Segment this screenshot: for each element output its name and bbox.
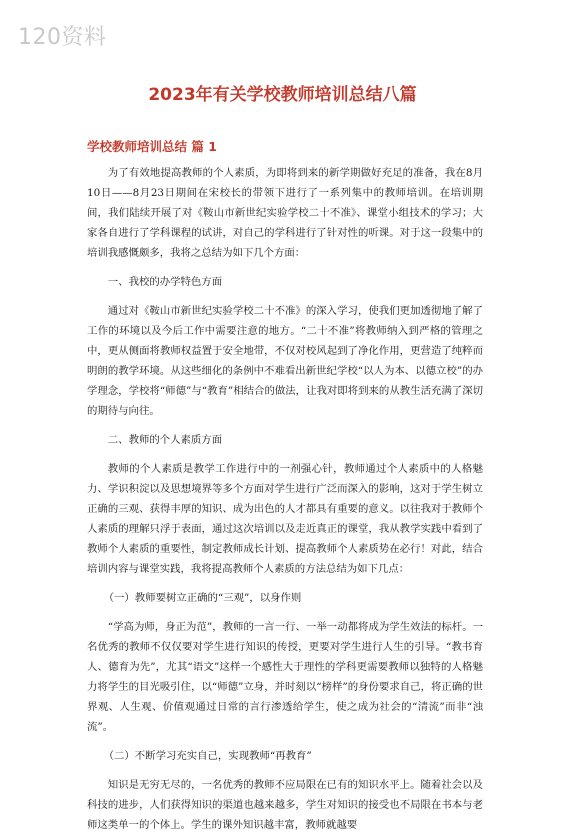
subheading-values: （一）教师要树立正确的“三观”，以身作则 bbox=[103, 592, 302, 604]
paragraph-learning: 知识是无穷无尽的，一名优秀的教师不应局限在已有的知识水平上。随着社会以及科技的进步，人们获得知识的渠道也越来越多，学生对知识的接受也不局限在书本与老师这类单一的个体上。学生的课外知识越丰富，教师就越要 bbox=[87, 779, 483, 831]
paragraph-personal-quality: 教师的个人素质是教学工作进行中的一剂强心针，教师通过个人素质中的人格魅力、学识积淀以及思想境界等多个方面对学生进行广泛而深入的影响，这对于学生树立正确的三观、获得丰厚的知识、成为出色的人才都具有重要的意义。以往我对于教师个人素质的理解只浮于表面，通过这次培训以及走近真正的课堂，我从教学实践中看到了教师个人素质的重要性，制定教师成长计划、提高教师个人素质势在必行！对此，结合培训内容与课堂实践，我将提高教师个人素质的方法总结为如下几点： bbox=[87, 463, 483, 575]
heading-school-feature: 一、我校的办学特色方面 bbox=[107, 276, 223, 288]
document-title: 2023年有关学校教师培训总结八篇 bbox=[148, 85, 417, 105]
document-body bbox=[87, 163, 483, 835]
heading-personal-quality: 二、教师的个人素质方面 bbox=[107, 434, 223, 446]
watermark-logo: 120资料 bbox=[18, 25, 107, 50]
paragraph-values: “学高为师，身正为范”，教师的一言一行、一举一动都将成为学生效法的标杆。一名优秀的教师不仅仅要对学生进行知识的传授，更要对学生进行人生的引导。“教书育人、德育为先”，尤其“语文”这样一个感性大于理性的学科更需要教师以独特的人格魅力将学生的目光吸引住，以“师德”立身，并时刻以“榜样”的身份要求自己，将正确的世界观、人生观、价值观通过日常的言行渗透给学生，使之成为社会的“清流”而非“浊流”。 bbox=[87, 621, 483, 733]
paragraph-intro: 为了有效地提高教师的个人素质，为即将到来的新学期做好充足的准备，我在8月10日——8月23日期间在宋校长的带领下进行了一系列集中的教师培训。在培训期间，我们陆续开展了对《鞍山市新世纪实验学校二十不准》、课堂小组技术的学习；大家各自进行了学科课程的试讲，对自己的学科进行了针对性的听课。对于这一段集中的培训我感慨颇多，我将之总结为如下几个方面： bbox=[87, 167, 483, 259]
subheading-learning: （二）不断学习充实自己，实现教师“再教育” bbox=[103, 750, 312, 762]
section-title: 学校教师培训总结 篇 1 bbox=[87, 139, 217, 154]
paragraph-school-feature: 通过对《鞍山市新世纪实验学校二十不准》的深入学习，使我们更加透彻地了解了工作的环境以及今后工作中需要注意的地方。“二十不准”将教师纳入到严格的管理之中，更从侧面将教师权益置于安全地带，不仅对校风起到了净化作用，更营造了纯粹而明朗的教学环境。从这些细化的条例中不难看出新世纪学校“以人为本、以德立校”的办学理念，学校将“师德”与“教育”相结合的做法，让我对即将到来的从教生活充满了深切的期待与向往。 bbox=[87, 305, 483, 417]
